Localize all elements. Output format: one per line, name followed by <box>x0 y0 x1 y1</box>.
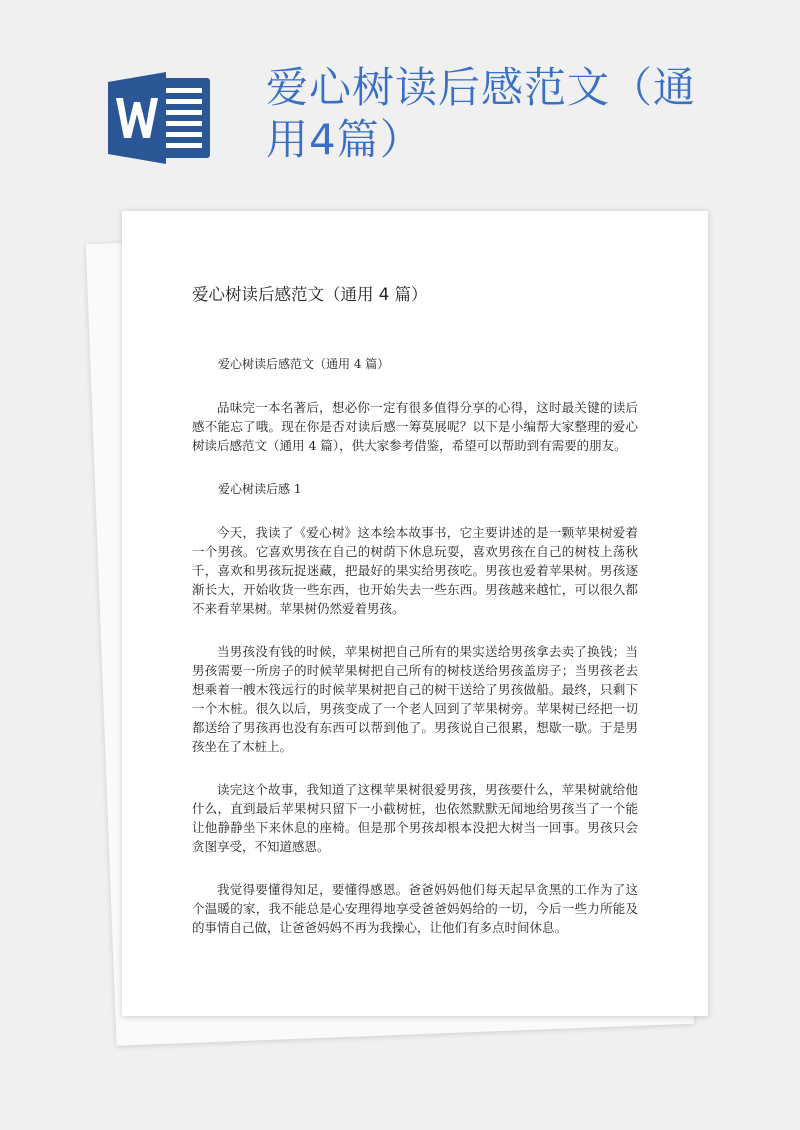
body-paragraph: 今天，我读了《爱心树》这本绘本故事书，它主要讲述的是一颗苹果树爱着一个男孩。它喜欢男孩在自己的树荫下休息玩耍，喜欢男孩在自己的树枝上荡秋千，喜欢和男孩玩捉迷藏，把最好的果实给男孩吃。男孩也爱着苹果树。男孩逐渐长大，开始收货一些东西，也开始失去一些东西。男孩越来越忙，可以很久都不来看苹果树。苹果树仍然爱着男孩。 <box>192 525 638 616</box>
section-heading: 爱心树读后感 1 <box>218 482 302 496</box>
body-paragraph: 读完这个故事，我知道了这棵苹果树很爱男孩，男孩要什么，苹果树就给他什么，直到最后苹果树只留下一小截树桩，也依然默默无闻地给男孩当了一个能让他静静坐下来休息的座椅。但是那个男孩却根本没把大树当一回事。男孩只会贪图享受，不知道感恩。 <box>192 782 638 854</box>
body-paragraph: 我觉得要懂得知足，要懂得感恩。爸爸妈妈他们每天起早贪黑的工作为了这个温暖的家，我不能总是心安理得地享受爸爸妈妈给的一切，今后一些力所能及的事情自己做，让爸爸妈妈不再为我操心，让他们有多点时间休息。 <box>192 882 638 935</box>
document-page <box>122 211 708 1016</box>
document-subtitle: 爱心树读后感范文（通用 4 篇） <box>218 357 390 371</box>
header-title: 爱心树读后感范文（通用4篇） <box>266 63 697 164</box>
document-title: 爱心树读后感范文（通用 4 篇） <box>192 285 428 304</box>
intro-paragraph: 品味完一本名著后，想必你一定有很多值得分享的心得，这时最关键的读后感不能忘了哦。现在你是否对读后感一筹莫展呢？以下是小编帮大家整理的爱心树读后感范文（通用 4 篇），供大家参考借鉴，希望可以帮助到有需要的朋友。 <box>192 400 638 453</box>
body-paragraph: 当男孩没有钱的时候，苹果树把自己所有的果实送给男孩拿去卖了换钱；当男孩需要一所房子的时候苹果树把自己所有的树枝送给男孩盖房子；当男孩老去想乘着一艘木筏远行的时候苹果树把自己的树干送给了男孩做船。最终，只剩下一个木桩。很久以后，男孩变成了一个老人回到了苹果树旁。苹果树已经把一切都送给了男孩再也没有东西可以帮到他了。男孩说自己很累，想歇一歇。于是男孩坐在了木桩上。 <box>192 644 638 754</box>
word-document-icon <box>108 72 212 164</box>
